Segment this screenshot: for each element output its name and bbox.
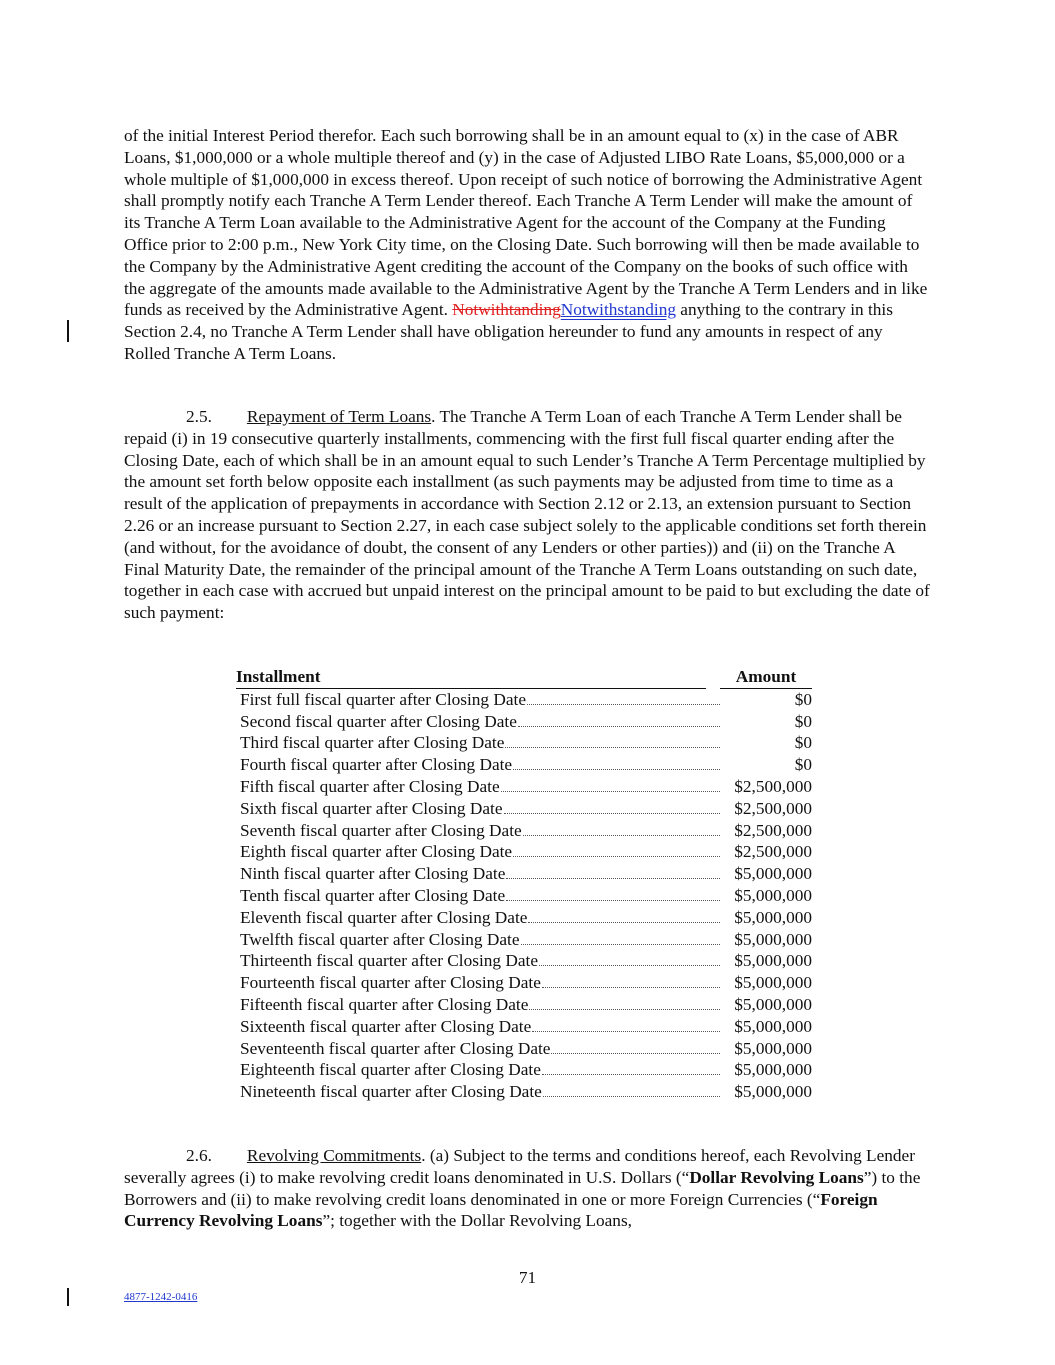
paragraph-text: anything to the contrary in this Section 2.4, no Tranche A Term Lender shall have obligation hereunder to fund any amounts in respect of any Rolled Tranche A Term Loans. [124,300,893,363]
table-row [236,841,812,863]
installment-label: Ninth fiscal quarter after Closing Date [240,864,506,884]
section-number: 2.5. [186,407,212,426]
table-row [236,907,812,929]
defined-term: Dollar Revolving Loans [689,1167,864,1187]
dot-leader [529,1008,720,1010]
installment-label: Eighteenth fiscal quarter after Closing Date [240,1060,541,1080]
installment-amount: $5,000,000 [734,929,812,949]
table-row [236,972,812,994]
dot-leader [527,703,720,705]
installment-label: Thirteenth fiscal quarter after Closing Date [240,951,538,971]
installment-amount: $0 [794,733,812,753]
dot-leader [506,899,720,901]
section-body: ”) to the Borrowers and (ii) to make revolving credit loans denominated in one or more Foreign Currencies (“ [124,1167,921,1209]
repayment-schedule-table [236,666,812,1103]
dot-leader [532,1030,720,1032]
installment-amount: $0 [794,689,812,709]
table-row [236,732,812,754]
installment-header: Installment [236,666,706,688]
change-bar [67,320,69,342]
change-bar [67,1288,69,1306]
dot-leader [523,834,720,836]
section-title: Revolving Commitments [246,1146,422,1165]
installment-amount: $2,500,000 [734,820,812,840]
page-number: 71 [518,1268,537,1287]
installment-label: Second fiscal quarter after Closing Date [240,711,517,731]
installment-label: Fifteenth fiscal quarter after Closing Date [240,994,529,1014]
installment-label: Fourteenth fiscal quarter after Closing Date [240,973,541,993]
section-body: . The Tranche A Term Loan of each Tranche A Term Lender shall be repaid (i) in 19 consecutive quarterly installments, commencing with the first full fiscal quarter ending after the Closing Date, each of which shall be in an amount equal to such Lender’s Tranche A Term Percentage multiplied by the amount set forth below opposite each installment (as such payments may be adjusted from time to time as a result of the application of prepayments in accordance with Section 2.12 or 2.13, an extension pursuant to Section 2.26 or an increase pursuant to Section 2.27, in each case subject solely to the applicable conditions set forth therein (and without, for the avoidance of doubt, the consent of any Lenders or other parties)) and (ii) on the Tranche A Final Maturity Date, the remainder of the principal amount of the Tranche A Term Loans outstanding on such date, together in each case with accrued but unpaid interest on the principal amount to be paid to but excluding the date of such payment: [124,407,930,623]
table-row [236,929,812,951]
installment-label: Seventeenth fiscal quarter after Closing Date [240,1038,551,1058]
table-row [236,863,812,885]
installment-amount: $5,000,000 [734,885,812,905]
installment-label: Twelfth fiscal quarter after Closing Date [240,929,520,949]
installment-amount: $5,000,000 [734,973,812,993]
dot-leader [521,943,720,945]
installment-label: Seventh fiscal quarter after Closing Date [240,820,522,840]
installment-label: Third fiscal quarter after Closing Date [240,733,505,753]
installment-amount: $5,000,000 [734,907,812,927]
installment-amount: $5,000,000 [734,1038,812,1058]
installment-amount: $5,000,000 [734,1082,812,1102]
table-row [236,950,812,972]
table-row [236,688,812,710]
table-row [236,885,812,907]
table-row [236,1038,812,1060]
table-row [236,754,812,776]
section-2-6 [124,1145,932,1232]
table-row [236,1081,812,1103]
installment-amount: $2,500,000 [734,798,812,818]
dot-leader [506,877,720,879]
dot-leader [504,812,720,814]
installment-amount: $2,500,000 [734,776,812,796]
deleted-text: Notwithtanding [452,300,561,320]
amount-header: Amount [720,666,812,688]
document-id-link[interactable]: 4877-1242-0416 [124,1291,198,1303]
table-row [236,994,812,1016]
table-body [236,688,812,1103]
section-2-5 [124,406,932,624]
installment-amount: $0 [794,711,812,731]
paragraph-text: of the initial Interest Period therefor. Each such borrowing shall be in an amount equal to (x) in the case of ABR Loans, $1,000,000 or a whole multiple thereof and (y) in the case of Adjusted LIBO Rate Loans, $5,000,000 or a whole multiple of $1,000,000 in excess thereof. Upon receipt of such notice of borrowing the Administrative Agent shall promptly notify each Tranche A Term Lender thereof. Each Tranche A Term Lender will make the amount of its Tranche A Term Loan available to the Administrative Agent for the account of the Company at the Funding Office prior to 2:00 p.m., New York City time, on the Closing Date. Such borrowing will then be made available to the Company by the Administrative Agent crediting the account of the Company on the books of such office with the aggregate of the amounts made available to the Administrative Agent by the Tranche A Term Lenders and in like funds as received by the Administrative Agent. [124,126,928,320]
dot-leader [551,1052,720,1054]
installment-label: Eighth fiscal quarter after Closing Date [240,842,513,862]
installment-amount: $5,000,000 [734,1016,812,1036]
dot-leader [513,768,720,770]
section-body: . (a) Subject to the terms and conditions hereof, each Revolving Lender severally agrees (i) to make revolving credit loans denominated in U.S. Dollars (“ [124,1146,915,1187]
table-row [236,798,812,820]
inserted-text: Notwithstanding [560,300,676,320]
dot-leader [528,921,720,923]
table-row [236,711,812,733]
dot-leader [501,790,720,792]
installment-amount: $2,500,000 [734,842,812,862]
installment-amount: $5,000,000 [734,994,812,1014]
installment-amount: $5,000,000 [734,951,812,971]
dot-leader [542,1073,720,1075]
installment-label: Fifth fiscal quarter after Closing Date [240,776,500,796]
installment-label: Sixteenth fiscal quarter after Closing Date [240,1016,532,1036]
installment-label: Tenth fiscal quarter after Closing Date [240,885,506,905]
table-row [236,1016,812,1038]
installment-amount: $0 [794,755,812,775]
defined-term: Foreign Currency Revolving Loans [124,1189,878,1231]
installment-label: Eleventh fiscal quarter after Closing Date [240,907,528,927]
installment-label: First full fiscal quarter after Closing Date [240,689,527,709]
installment-amount: $5,000,000 [734,1060,812,1080]
dot-leader [543,1095,720,1097]
installment-label: Sixth fiscal quarter after Closing Date [240,798,503,818]
section-number: 2.6. [186,1146,212,1165]
section-title: Repayment of Term Loans [246,407,432,426]
dot-leader [518,725,720,727]
installment-amount: $5,000,000 [734,864,812,884]
dot-leader [513,855,720,857]
table-row [236,1059,812,1081]
installment-label: Fourth fiscal quarter after Closing Date [240,755,513,775]
dot-leader [542,986,720,988]
dot-leader [539,964,720,966]
table-header-row [236,666,812,688]
section-body: ”; together with the Dollar Revolving Loans, [322,1211,632,1231]
installment-label: Nineteenth fiscal quarter after Closing Date [240,1082,542,1102]
table-row [236,820,812,842]
table-row [236,776,812,798]
paragraph-borrowing [124,125,932,365]
dot-leader [505,746,720,748]
